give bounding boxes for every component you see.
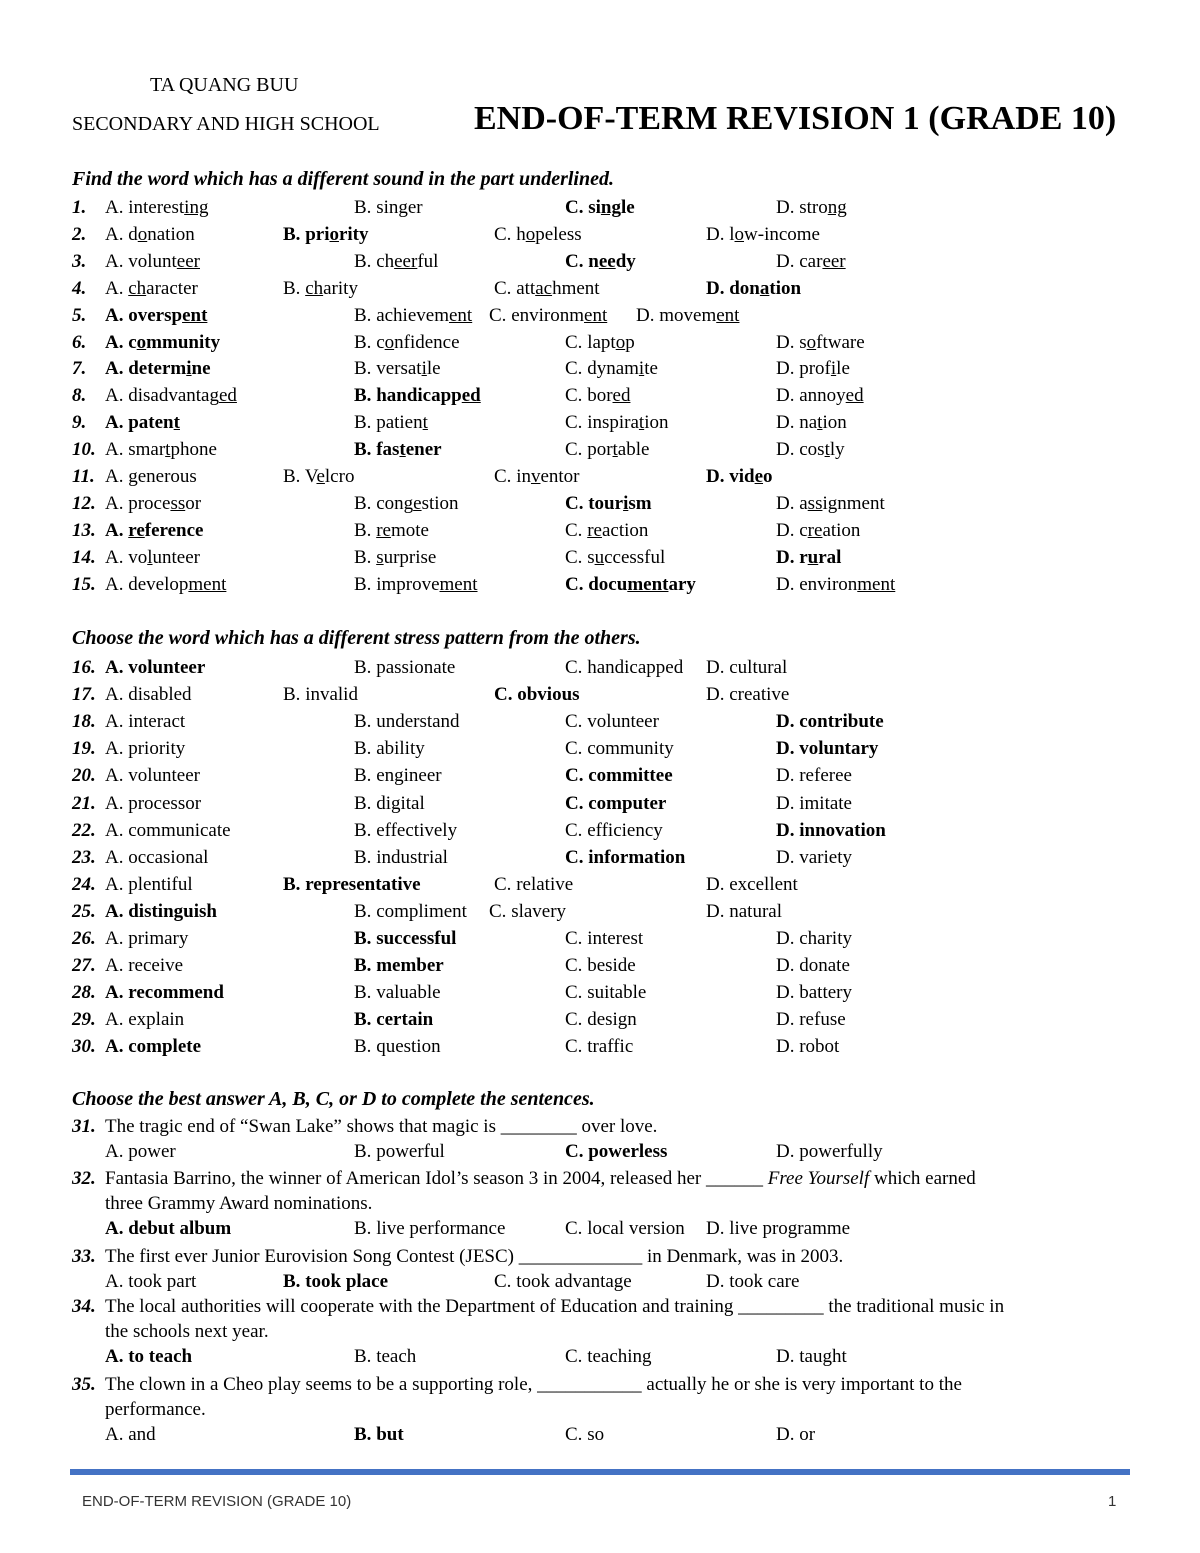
question-number: 9. <box>72 412 87 434</box>
option-a: A. disabled <box>105 684 192 706</box>
option-b: B. engineer <box>354 765 442 787</box>
option-a: A. donation <box>105 223 195 245</box>
question-row <box>0 332 1200 359</box>
answer-options <box>0 1218 1200 1245</box>
option-b: B. valuable <box>354 982 441 1004</box>
option-c: C. inspiration <box>565 412 669 434</box>
option-c: C. teaching <box>565 1346 652 1367</box>
option-b: B. priority <box>283 223 369 245</box>
option-c: C. reaction <box>565 519 649 541</box>
question-number: 28. <box>72 982 96 1004</box>
question-number: 7. <box>72 358 87 380</box>
question-row <box>0 738 1200 765</box>
document-title: END-OF-TERM REVISION 1 (GRADE 10) <box>474 100 1117 137</box>
question-row <box>0 439 1200 466</box>
question-row <box>0 385 1200 412</box>
option-b: B. remote <box>354 519 429 541</box>
option-d: D. career <box>776 250 846 272</box>
option-a: A. patent <box>105 412 180 434</box>
option-d: D. creation <box>776 519 861 541</box>
option-b: B. patient <box>354 412 428 434</box>
question-number: 14. <box>72 546 96 568</box>
option-c: C. took advantage <box>494 1271 632 1292</box>
option-d: D. excellent <box>706 873 798 895</box>
option-b: B. representative <box>283 873 421 895</box>
school-name-line2: SECONDARY AND HIGH SCHOOL <box>72 113 380 135</box>
school-name-line1: TA QUANG BUU <box>150 74 299 96</box>
option-d: D. battery <box>776 982 852 1004</box>
question-row <box>0 711 1200 738</box>
question-row <box>0 574 1200 601</box>
section-heading-pronunciation: Find the word which has a different sound in the part underlined. <box>72 168 614 190</box>
option-d: D. environment <box>776 573 896 595</box>
option-b: B. digital <box>354 792 425 814</box>
question-number: 33. <box>72 1246 96 1267</box>
section-heading-stress: Choose the word which has a different stress pattern from the others. <box>72 627 641 649</box>
question-number: 13. <box>72 519 96 541</box>
option-d: D. donation <box>706 277 802 299</box>
question-row <box>0 412 1200 439</box>
option-d: D. powerfully <box>776 1141 883 1162</box>
question-row <box>0 224 1200 251</box>
question-row <box>0 520 1200 547</box>
option-b: B. cheerful <box>354 250 439 272</box>
option-c: C. efficiency <box>565 819 663 841</box>
option-b: B. certain <box>354 1009 434 1031</box>
option-b: B. industrial <box>354 846 448 868</box>
option-b: B. ability <box>354 738 425 760</box>
option-c: C. tourism <box>565 492 652 514</box>
option-b: B. improvement <box>354 573 478 595</box>
question-number: 8. <box>72 385 87 407</box>
option-b: B. question <box>354 1036 441 1058</box>
option-b: B. teach <box>354 1346 417 1367</box>
option-d: D. video <box>706 466 773 487</box>
question-row <box>0 278 1200 305</box>
section-heading-grammar: Choose the best answer A, B, C, or D to complete the sentences. <box>72 1088 595 1110</box>
option-a: A. development <box>105 573 227 595</box>
question-row <box>0 358 1200 385</box>
option-b: B. but <box>354 1424 404 1445</box>
option-b: B. handicapped <box>354 385 481 407</box>
option-a: A. volunteer <box>105 250 200 272</box>
option-c: C. so <box>565 1424 605 1445</box>
question-number: 19. <box>72 738 96 760</box>
option-a: A. to teach <box>105 1346 193 1367</box>
option-d: D. strong <box>776 197 847 218</box>
question-number: 32. <box>72 1168 96 1189</box>
question-number: 24. <box>72 873 96 895</box>
option-c: C. single <box>565 197 635 218</box>
option-a: A. primary <box>105 928 189 949</box>
option-d: D. taught <box>776 1346 847 1367</box>
option-a: A. priority <box>105 738 186 760</box>
option-c: C. local version <box>565 1218 685 1239</box>
answer-options <box>0 1346 1200 1373</box>
footer-rule <box>70 1469 1130 1475</box>
option-b: B. fastener <box>354 439 442 461</box>
option-b: B. achievement <box>354 304 473 326</box>
option-d: D. natural <box>706 900 782 922</box>
option-c: C. interest <box>565 928 644 949</box>
option-d: D. variety <box>776 846 852 868</box>
question-stem: three Grammy Award nominations. <box>105 1193 373 1214</box>
option-c: C. volunteer <box>565 711 659 733</box>
option-a: A. plentiful <box>105 873 193 895</box>
question-number: 3. <box>72 250 87 272</box>
option-a: A. explain <box>105 1009 185 1031</box>
option-a: A. receive <box>105 955 184 977</box>
option-c: C. documentary <box>565 573 696 595</box>
question-row <box>0 547 1200 574</box>
question-number: 16. <box>72 657 96 678</box>
option-c: C. laptop <box>565 331 635 353</box>
question-row <box>0 874 1200 901</box>
question-row <box>0 197 1200 224</box>
page-number: 1 <box>1108 1493 1117 1510</box>
option-c: C. portable <box>565 439 650 461</box>
option-a: A. generous <box>105 466 197 487</box>
option-d: D. imitate <box>776 792 852 814</box>
question-stem: The first ever Junior Eurovision Song Contest (JESC) _____________ in Denmark, was in 2003. <box>105 1246 844 1267</box>
question-number: 30. <box>72 1036 96 1058</box>
question-row <box>0 928 1200 955</box>
option-d: D. voluntary <box>776 738 879 760</box>
option-c: C. inventor <box>494 466 580 487</box>
option-c: C. needy <box>565 250 636 272</box>
option-c: C. bored <box>565 385 631 407</box>
option-a: A. reference <box>105 519 204 541</box>
option-d: D. movement <box>636 304 740 326</box>
question-stem: The local authorities will cooperate with the Department of Education and training _________ the traditional music in <box>105 1296 1005 1317</box>
option-b: B. versatile <box>354 358 441 380</box>
option-b: B. member <box>354 955 444 977</box>
option-d: D. rural <box>776 546 842 568</box>
option-a: A. distinguish <box>105 900 217 922</box>
question-number: 11. <box>72 466 95 487</box>
question-number: 34. <box>72 1296 96 1317</box>
option-a: A. overspent <box>105 304 208 326</box>
option-d: D. low-income <box>706 223 820 245</box>
question-stem: the schools next year. <box>105 1321 269 1342</box>
option-d: D. costly <box>776 439 845 461</box>
option-d: D. assignment <box>776 492 885 514</box>
option-d: D. annoyed <box>776 385 864 407</box>
option-d: D. referee <box>776 765 852 787</box>
option-b: B. effectively <box>354 819 458 841</box>
option-d: D. donate <box>776 955 850 977</box>
option-c: C. powerless <box>565 1141 668 1162</box>
option-b: B. Velcro <box>283 466 355 487</box>
question-row <box>0 493 1200 520</box>
option-a: A. processor <box>105 792 202 814</box>
question-number: 6. <box>72 331 87 353</box>
option-a: A. interesting <box>105 197 209 218</box>
option-d: D. robot <box>776 1036 840 1058</box>
option-c: C. environment <box>489 304 608 326</box>
question-number: 4. <box>72 277 87 299</box>
question-number: 18. <box>72 711 96 733</box>
question-number: 26. <box>72 928 96 949</box>
option-c: C. traffic <box>565 1036 634 1058</box>
option-c: C. successful <box>565 546 666 568</box>
question-number: 29. <box>72 1009 96 1031</box>
question-number: 1. <box>72 197 87 218</box>
question-stem: The tragic end of “Swan Lake” shows that magic is ________ over love. <box>105 1116 658 1137</box>
option-a: A. volunteer <box>105 546 200 568</box>
option-a: A. and <box>105 1424 156 1445</box>
option-c: C. computer <box>565 792 667 814</box>
option-a: A. character <box>105 277 198 299</box>
option-b: B. charity <box>283 277 358 299</box>
question-row <box>0 251 1200 278</box>
question-number: 17. <box>72 684 96 706</box>
option-a: A. volunteer <box>105 765 200 787</box>
option-c: C. beside <box>565 955 636 977</box>
option-d: D. refuse <box>776 1009 846 1031</box>
option-d: D. took care <box>706 1271 800 1292</box>
option-d: D. or <box>776 1424 816 1445</box>
option-a: A. community <box>105 331 221 353</box>
question-number: 27. <box>72 955 96 977</box>
option-a: A. processor <box>105 492 202 514</box>
option-c: C. handicapped <box>565 657 684 678</box>
option-d: D. creative <box>706 684 790 706</box>
question-row <box>0 955 1200 982</box>
option-a: A. volunteer <box>105 657 206 678</box>
question-number: 15. <box>72 573 96 595</box>
question-number: 12. <box>72 492 96 514</box>
question-row <box>0 847 1200 874</box>
option-c: C. obvious <box>494 684 580 706</box>
question-number: 21. <box>72 792 96 814</box>
question-number: 2. <box>72 223 87 245</box>
question-row <box>0 1036 1200 1063</box>
question-row <box>0 657 1200 684</box>
question-row <box>0 305 1200 332</box>
option-b: B. compliment <box>354 900 467 922</box>
question-number: 10. <box>72 439 96 461</box>
option-b: B. invalid <box>283 684 358 706</box>
option-d: D. cultural <box>706 657 788 678</box>
option-d: D. live programme <box>706 1218 851 1239</box>
question-stem: Fantasia Barrino, the winner of American Idol’s season 3 in 2004, released her ______ Free Yourself which earned <box>105 1168 976 1189</box>
question-row <box>0 982 1200 1009</box>
question-row <box>0 820 1200 847</box>
question-row <box>0 684 1200 711</box>
option-a: A. recommend <box>105 982 224 1004</box>
option-c: C. hopeless <box>494 223 582 245</box>
answer-options <box>0 1271 1200 1298</box>
option-c: C. slavery <box>489 900 567 922</box>
option-a: A. power <box>105 1141 176 1162</box>
option-c: C. relative <box>494 873 574 895</box>
option-b: B. successful <box>354 928 457 949</box>
option-d: D. contribute <box>776 711 884 733</box>
question-row <box>0 1009 1200 1036</box>
option-c: C. dynamite <box>565 358 658 380</box>
question-row <box>0 765 1200 792</box>
option-d: D. software <box>776 331 865 353</box>
question-number: 22. <box>72 819 96 841</box>
option-a: A. occasional <box>105 846 209 868</box>
question-stem: performance. <box>105 1399 206 1420</box>
question-number: 31. <box>72 1116 96 1137</box>
question-row <box>0 793 1200 820</box>
question-row <box>0 466 1200 493</box>
question-row <box>0 901 1200 928</box>
option-b: B. took place <box>283 1271 389 1292</box>
option-b: B. singer <box>354 197 423 218</box>
option-b: B. surprise <box>354 546 437 568</box>
option-d: D. charity <box>776 928 852 949</box>
option-c: C. information <box>565 846 686 868</box>
answer-options <box>0 1424 1200 1451</box>
option-c: C. attachment <box>494 277 600 299</box>
question-stem: The clown in a Cheo play seems to be a supporting role, ___________ actually he or she is very important to the <box>105 1374 962 1395</box>
question-number: 35. <box>72 1374 96 1395</box>
option-a: A. complete <box>105 1036 202 1058</box>
option-d: D. innovation <box>776 819 886 841</box>
option-a: A. smartphone <box>105 439 217 461</box>
option-b: B. passionate <box>354 657 456 678</box>
option-d: D. profile <box>776 358 850 380</box>
question-number: 23. <box>72 846 96 868</box>
option-b: B. congestion <box>354 492 459 514</box>
option-c: C. design <box>565 1009 637 1031</box>
question-number: 20. <box>72 765 96 787</box>
option-c: C. suitable <box>565 982 647 1004</box>
option-a: A. took part <box>105 1271 197 1292</box>
option-a: A. communicate <box>105 819 231 841</box>
answer-options <box>0 1141 1200 1168</box>
option-b: B. powerful <box>354 1141 445 1162</box>
option-a: A. disadvantaged <box>105 385 237 407</box>
footer-title: END-OF-TERM REVISION (GRADE 10) <box>82 1493 352 1510</box>
option-b: B. confidence <box>354 331 460 353</box>
option-c: C. committee <box>565 765 673 787</box>
option-b: B. live performance <box>354 1218 506 1239</box>
question-number: 25. <box>72 900 96 922</box>
option-c: C. community <box>565 738 674 760</box>
question-number: 5. <box>72 304 87 326</box>
option-b: B. understand <box>354 711 460 733</box>
option-a: A. debut album <box>105 1218 232 1239</box>
option-a: A. interact <box>105 711 186 733</box>
option-a: A. determine <box>105 358 211 380</box>
option-d: D. nation <box>776 412 847 434</box>
